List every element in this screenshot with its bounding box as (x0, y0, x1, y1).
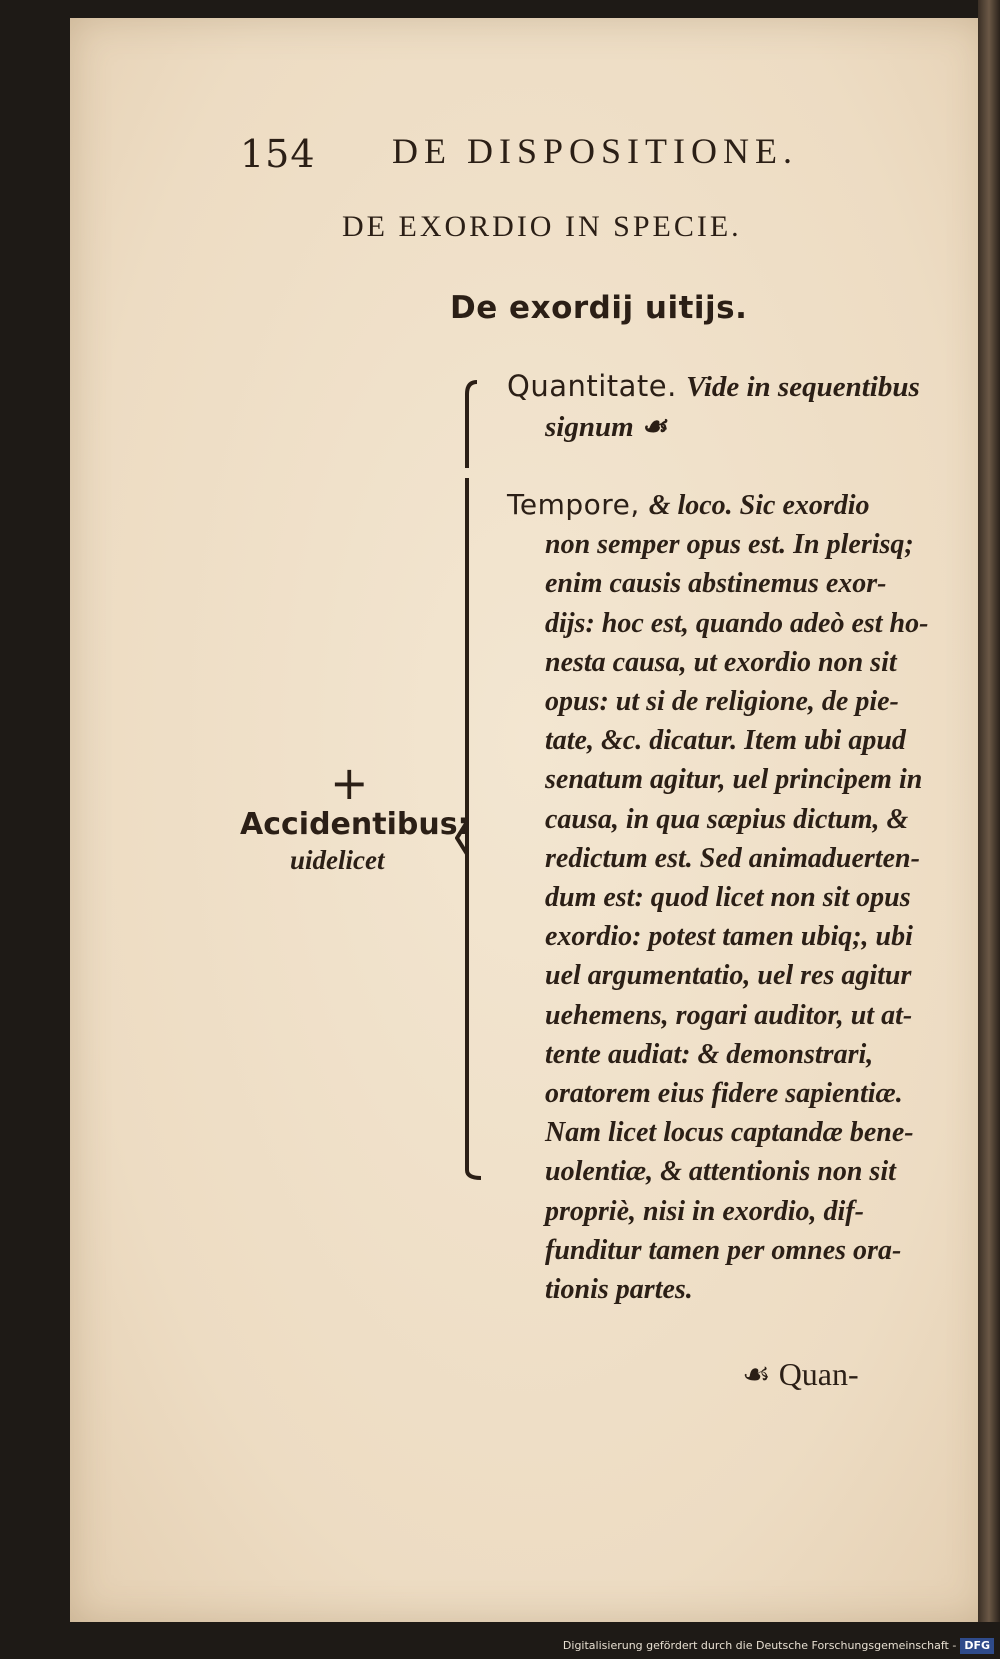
branch-line: tionis partes. (545, 1274, 693, 1306)
branch-line: dijs: hoc est, quando adeò est ho- (545, 607, 929, 639)
subheading: De exordij uitijs. (450, 290, 748, 326)
branch-line: propriè, nisi in exordio, dif- (545, 1195, 864, 1227)
branch-quantitate (507, 366, 947, 447)
upper-brace (467, 382, 477, 468)
branch-line: non semper opus est. In plerisq; (545, 529, 914, 561)
category-label: Accidentibus: (240, 807, 470, 842)
branch-lead: Tempore, (507, 488, 640, 521)
branch-lead: Quantitate. (507, 369, 677, 403)
branch-line: uehemens, rogari auditor, ut at- (545, 999, 913, 1031)
branch-line: signum ☙ (545, 411, 667, 443)
branch-line (507, 366, 947, 407)
branch-line: enim causis abstinemus exor- (545, 568, 887, 600)
branch-line: tente audiat: & demonstrari, (545, 1038, 874, 1070)
branch-line: opus: ut si de religione, de pie- (545, 686, 899, 718)
running-head: DE DISPOSITIONE. (392, 131, 798, 171)
branch-line: causa, in qua sæpius dictum, & (545, 803, 909, 835)
branch-line: tate, &c. dicatur. Item ubi apud (545, 725, 906, 757)
branch-tempore (507, 485, 947, 1309)
branch-line: nesta causa, ut exordio non sit (545, 646, 897, 678)
section-heading: DE EXORDIO IN SPECIE. (342, 210, 742, 243)
dfg-logo: DFG (960, 1638, 994, 1654)
brace-bracket (455, 360, 495, 1300)
branch-line: funditur tamen per omnes ora- (545, 1234, 902, 1266)
branch-text: Vide in sequentibus (686, 371, 920, 403)
category-sub-label: uidelicet (290, 845, 385, 875)
branch-line: exordio: potest tamen ubiq;, ubi (545, 921, 913, 953)
branch-line: senatum agitur, uel principem in (545, 764, 923, 796)
branch-line: Nam licet locus captandæ bene- (545, 1117, 914, 1149)
branch-line: redictum est. Sed animaduerten- (545, 842, 920, 874)
page-number: 154 (240, 132, 316, 176)
digitization-footer (0, 1635, 1000, 1659)
catchword: ☙ Quan- (742, 1356, 859, 1392)
branch-line: uolentiæ, & attentionis non sit (545, 1156, 896, 1188)
lower-brace (467, 478, 481, 1178)
cross-mark: + (330, 756, 369, 810)
branch-line: oratorem eius fidere sapientiæ. (545, 1078, 903, 1110)
branch-text: & loco. Sic exordio (648, 490, 870, 521)
branch-line: dum est: quod licet non sit opus (545, 882, 911, 914)
book-spine (978, 0, 1000, 1622)
footer-text: Digitalisierung gefördert durch die Deutsche Forschungsgemeinschaft - (562, 1639, 957, 1652)
branch-line (507, 485, 947, 525)
branch-line: uel argumentatio, uel res agitur (545, 960, 912, 992)
